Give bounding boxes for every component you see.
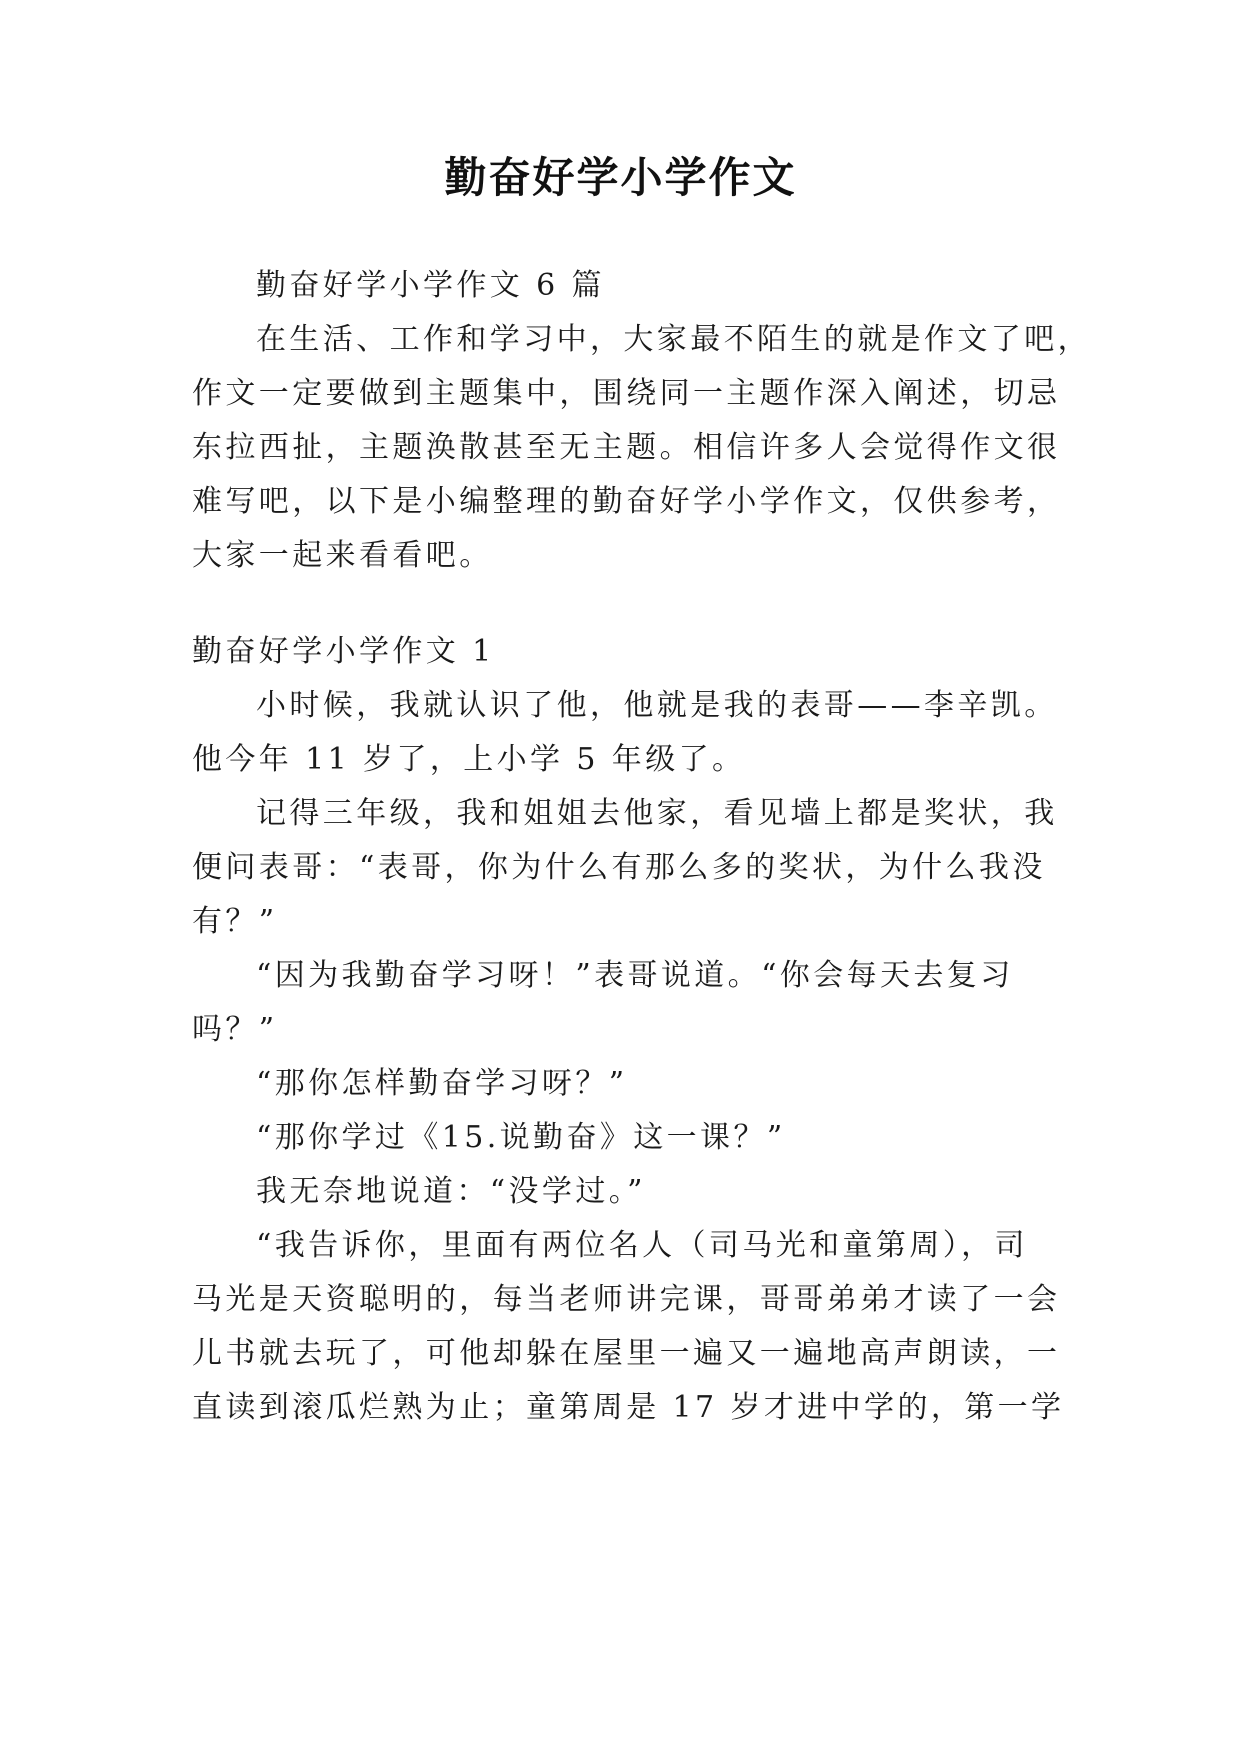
text-line: “那你怎样勤奋学习呀？” <box>256 1066 628 1101</box>
text-line: “我告诉你，里面有两位名人（司马光和童第周），司 <box>256 1228 1028 1263</box>
text-line: “因为我勤奋学习呀！”表哥说道。“你会每天去复习 <box>256 958 1014 993</box>
text-line: 在生活、工作和学习中，大家最不陌生的就是作文了吧， <box>256 322 1091 357</box>
text-line: 难写吧，以下是小编整理的勤奋好学小学作文，仅供参考， <box>192 484 1061 519</box>
text-line: 便问表哥：“表哥，你为什么有那么多的奖状，为什么我没 <box>192 850 1046 885</box>
intro-heading: 勤奋好学小学作文 6 篇 <box>256 268 605 303</box>
text-line: 我无奈地说道：“没学过。” <box>256 1174 646 1209</box>
text-line: 吗？” <box>192 1012 278 1047</box>
text-line: 他今年 11 岁了，上小学 5 年级了。 <box>192 742 746 777</box>
text-line: 直读到滚瓜烂熟为止；童第周是 17 岁才进中学的，第一学 <box>192 1390 1065 1425</box>
text-line: 东拉西扯，主题涣散甚至无主题。相信许多人会觉得作文很 <box>192 430 1061 465</box>
text-line: “那你学过《15.说勤奋》这一课？” <box>256 1120 786 1155</box>
text-line: 有？” <box>192 904 278 939</box>
text-line: 小时候，我就认识了他，他就是我的表哥——李辛凯。 <box>256 688 1058 723</box>
text-line: 记得三年级，我和姐姐去他家，看见墙上都是奖状，我 <box>256 796 1058 831</box>
text-line: 马光是天资聪明的，每当老师讲完课，哥哥弟弟才读了一会 <box>192 1282 1061 1317</box>
text-line: 大家一起来看看吧。 <box>192 538 493 573</box>
document-title: 勤奋好学小学作文 <box>444 153 797 202</box>
text-line: 儿书就去玩了，可他却躲在屋里一遍又一遍地高声朗读，一 <box>192 1336 1061 1371</box>
section-heading: 勤奋好学小学作文 1 <box>192 634 495 669</box>
text-line: 作文一定要做到主题集中，围绕同一主题作深入阐述，切忌 <box>192 376 1061 411</box>
